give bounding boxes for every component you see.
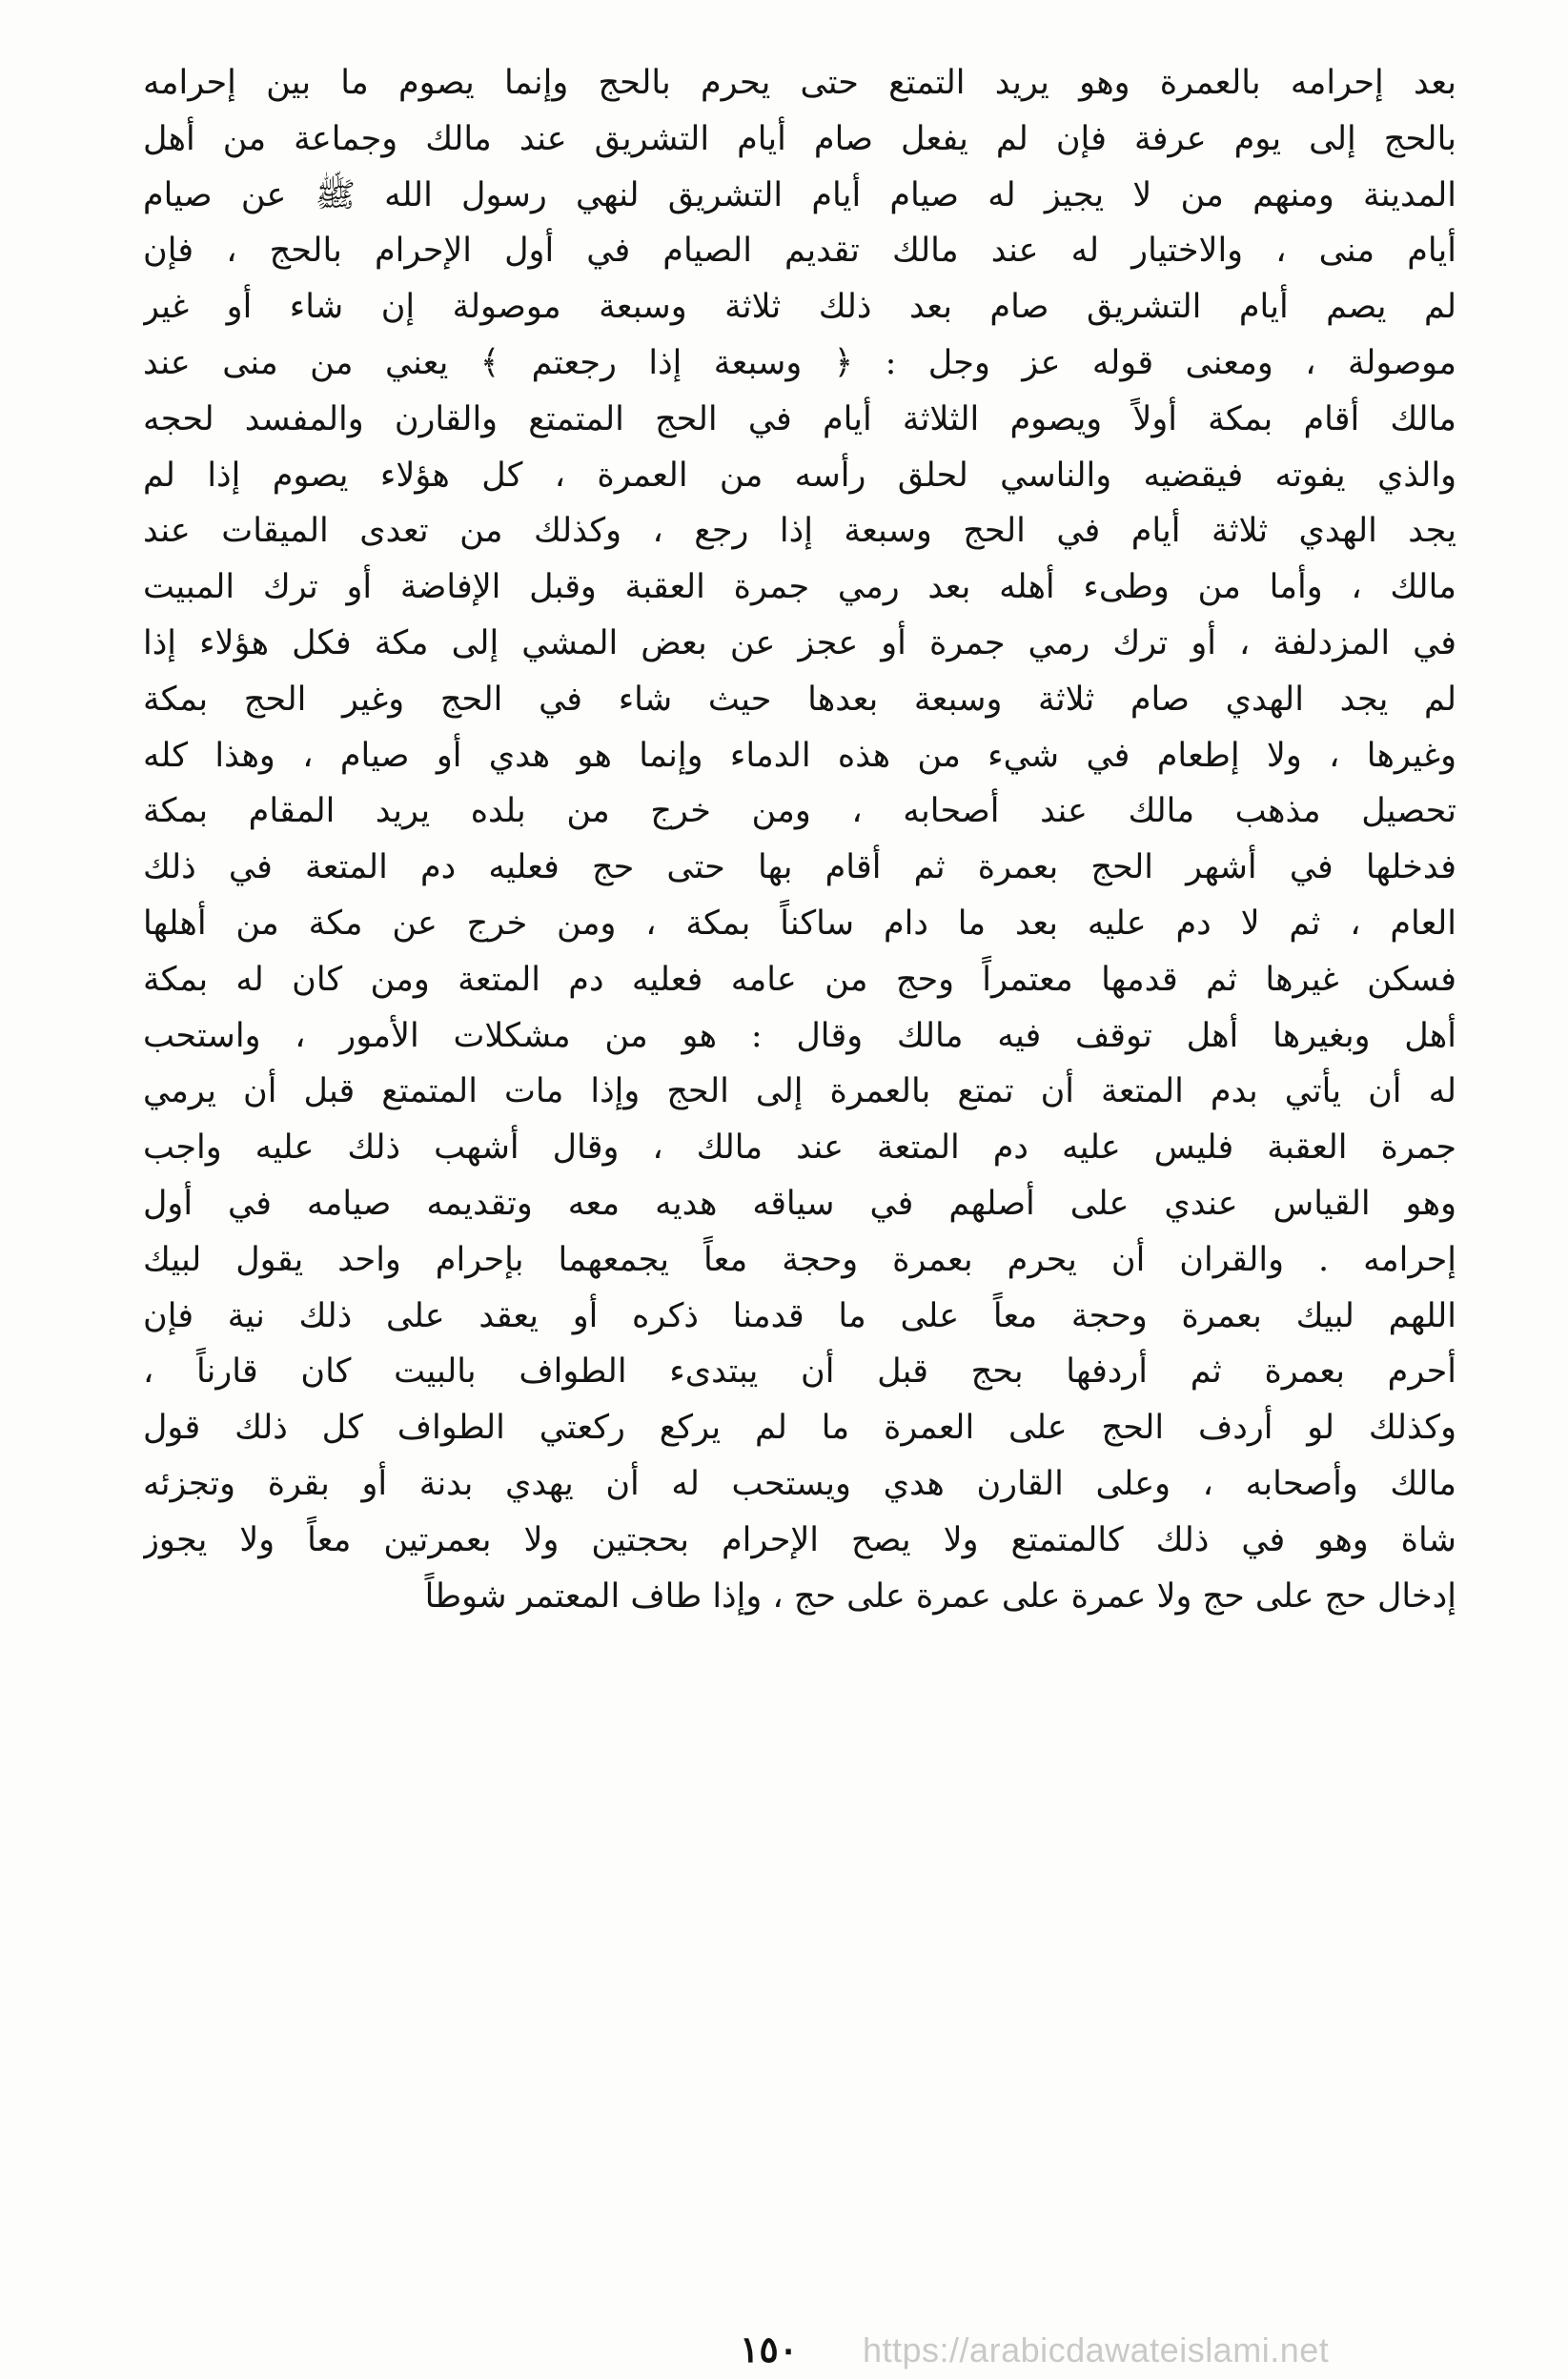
text-line: في المزدلفة ، أو ترك رمي جمرة أو عجز عن بعض المشي إلى مكة فكل هؤلاء إذا: [143, 623, 1456, 662]
text-line: تحصيل مذهب مالك عند أصحابه ، ومن خرج من بلده يريد المقام بمكة: [143, 792, 1456, 831]
text-line: فدخلها في أشهر الحج بعمرة ثم أقام بها حتى حج فعليه دم المتعة في ذلك: [143, 848, 1456, 887]
text-line: له أن يأتي بدم المتعة أن تمتع بالعمرة إلى الحج وإذا مات المتمتع قبل أن يرمي: [143, 1072, 1456, 1111]
text-line: وهو القياس عندي على أصلهم في سياقه هديه معه وتقديمه صيامه في أول: [143, 1184, 1456, 1223]
page-footer: [0, 2326, 1568, 2373]
text-line: أحرم بعمرة ثم أردفها بحج قبل أن يبتدىء الطواف بالبيت كان قارناً ،: [143, 1352, 1456, 1392]
text-line: المدينة ومنهم من لا يجيز له صيام أيام التشريق لنهي رسول الله ﷺ عن صيام: [143, 175, 1456, 214]
text-line: العام ، ثم لا دم عليه بعد ما دام ساكناً بمكة ، ومن خرج عن مكة من أهلها: [143, 904, 1456, 943]
text-line: والذي يفوته فيقضيه والناسي لحلق رأسه من العمرة ، كل هؤلاء يصوم إذا لم: [143, 456, 1456, 495]
text-line: أهل وبغيرها أهل توقف فيه مالك وقال : هو من مشكلات الأمور ، واستحب: [143, 1016, 1456, 1055]
text-line: وغيرها ، ولا إطعام في شيء من هذه الدماء وإنما هو هدي أو صيام ، وهذا كله: [143, 736, 1456, 775]
text-line: اللهم لبيك بعمرة وحجة معاً على ما قدمنا ذكره أو يعقد على ذلك نية فإن: [143, 1296, 1456, 1335]
text-line: لم يجد الهدي صام ثلاثة وسبعة بعدها حيث شاء في الحج وغير الحج بمكة: [143, 680, 1456, 719]
text-line: إحرامه . والقران أن يحرم بعمرة وحجة معاً يجمعهما بإحرام واحد يقول لبيك: [143, 1240, 1456, 1279]
text-line: بالحج إلى يوم عرفة فإن لم يفعل صام أيام التشريق عند مالك وجماعة من أهل: [143, 119, 1456, 158]
text-line: مالك وأصحابه ، وعلى القارن هدي ويستحب له أن يهدي بدنة أو بقرة وتجزئه: [143, 1464, 1456, 1503]
text-line: مالك ، وأما من وطىء أهله بعد رمي جمرة العقبة وقبل الإفاضة أو ترك المبيت: [143, 568, 1456, 607]
text-line: يجد الهدي ثلاثة أيام في الحج وسبعة إذا رجع ، وكذلك من تعدى الميقات عند: [143, 512, 1456, 551]
text-line: موصولة ، ومعنى قوله عز وجل : ﴿ وسبعة إذا رجعتم ﴾ يعني من منى عند: [143, 343, 1456, 382]
text-line: لم يصم أيام التشريق صام بعد ذلك ثلاثة وسبعة موصولة إن شاء أو غير: [143, 288, 1456, 327]
text-line: جمرة العقبة فليس عليه دم المتعة عند مالك ، وقال أشهب ذلك عليه واجب: [143, 1128, 1456, 1168]
text-line: فسكن غيرها ثم قدمها معتمراً وحج من عامه فعليه دم المتعة ومن كان له بمكة: [143, 960, 1456, 999]
text-line: بعد إحرامه بالعمرة وهو يريد التمتع حتى يحرم بالحج وإنما يصوم ما بين إحرامه: [143, 64, 1456, 102]
page-number: ١٥٠: [740, 2328, 799, 2370]
text-line: إدخال حج على حج ولا عمرة على عمرة على حج ، وإذا طاف المعتمر شوطاً: [424, 1576, 1456, 1616]
text-line: شاة وهو في ذلك كالمتمتع ولا يصح الإحرام بحجتين ولا بعمرتين معاً ولا يجوز: [143, 1520, 1456, 1559]
text-line: وكذلك لو أردف الحج على العمرة ما لم يركع ركعتي الطواف كل ذلك قول: [143, 1409, 1456, 1448]
text-line: مالك أقام بمكة أولاً ويصوم الثلاثة أيام في الحج المتمتع والقارن والمفسد لحجه: [143, 399, 1456, 438]
body-text: [143, 55, 1456, 1624]
text-line: أيام منى ، والاختيار له عند مالك تقديم الصيام في أول الإحرام بالحج ، فإن: [143, 232, 1456, 271]
watermark-url: https://arabicdawateislami.net: [863, 2330, 1330, 2369]
